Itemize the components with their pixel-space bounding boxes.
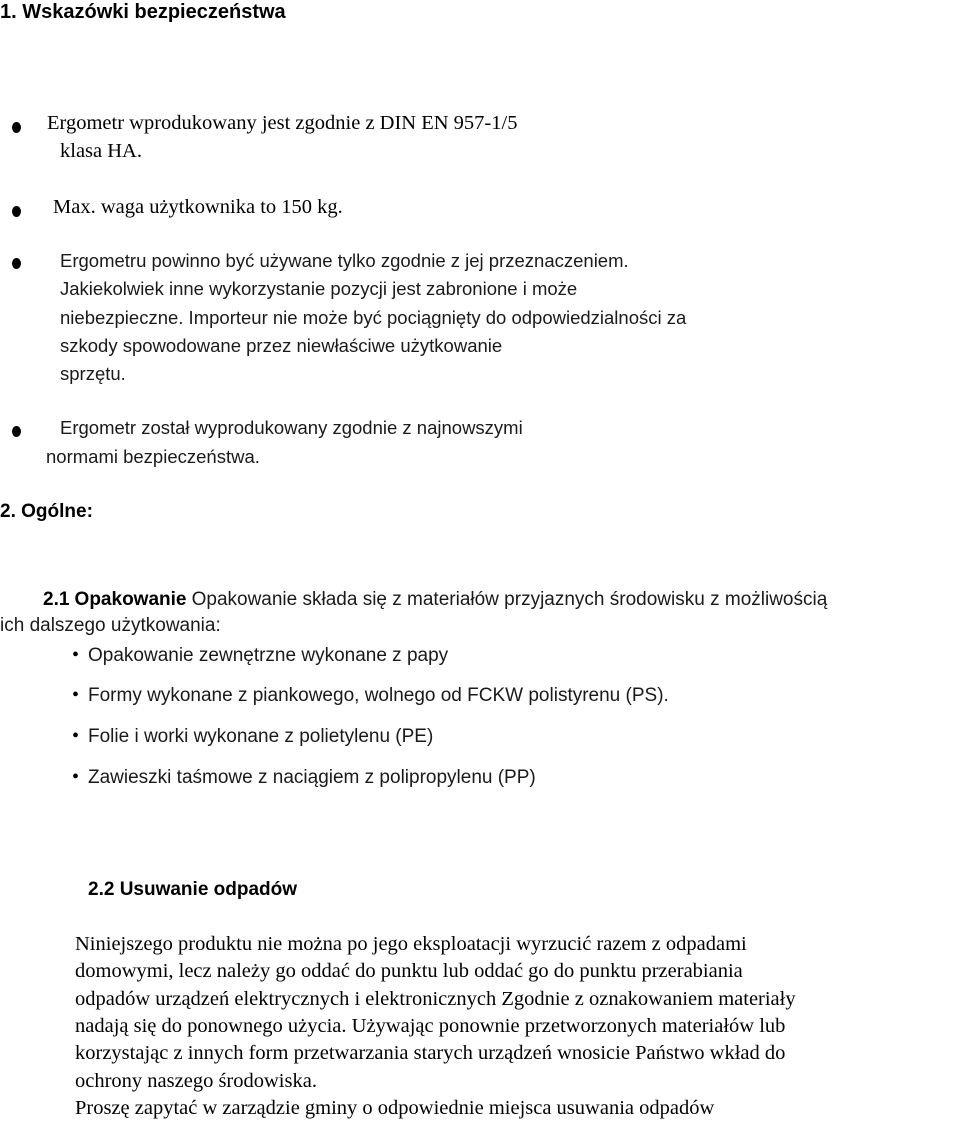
packaging-item-1: Opakowanie zewnętrzne wykonane z papy xyxy=(88,645,449,666)
bullet-icon xyxy=(12,206,21,217)
safety-item-3-line-4: szkody spowodowane przez niewłaściwe użytkowanie xyxy=(60,335,503,356)
subsection-number: 2.1 xyxy=(43,589,70,610)
packaging-item-3: Folie i worki wykonane z polietylenu (PE) xyxy=(88,726,434,747)
packaging-item-2: Formy wykonane z piankowego, wolnego od FCKW polistyrenu (PS). xyxy=(88,685,669,706)
safety-item-3-line-3: niebezpieczne. Importeur nie może być pociągnięty do odpowiedzialności za xyxy=(60,307,687,328)
disposal-line-2: domowymi, lecz należy go oddać do punktu lub oddać go do punktu przerabiania xyxy=(75,960,743,982)
bullet-icon: • xyxy=(72,766,80,788)
bullet-icon xyxy=(12,258,21,269)
disposal-line-3: odpadów urządzeń elektrycznych i elektronicznych Zgodnie z oznakowaniem materiały xyxy=(75,988,796,1010)
safety-item-4-line-1: Ergometr został wyprodukowany zgodnie z najnowszymi xyxy=(60,417,523,438)
packaging-intro-line-2: ich dalszego użytkowania: xyxy=(0,615,221,636)
bullet-icon: • xyxy=(72,644,80,666)
safety-item-3-line-1: Ergometru powinno być używane tylko zgodnie z jej przeznaczeniem. xyxy=(60,250,629,271)
safety-item-2-line-1: Max. waga użytkownika to 150 kg. xyxy=(53,196,343,218)
disposal-heading: 2.2 Usuwanie odpadów xyxy=(88,879,298,900)
packaging-intro-line-1 xyxy=(43,588,827,611)
section-2-title: 2. Ogólne: xyxy=(0,501,93,522)
bullet-icon xyxy=(12,122,21,133)
disposal-line-4: nadają się do ponownego użycia. Używając ponownie przetworzonych materiałów lub xyxy=(75,1015,786,1037)
safety-item-4-line-2: normami bezpieczeństwa. xyxy=(46,446,260,467)
safety-item-1-line-2: klasa HA. xyxy=(60,140,142,162)
safety-item-3-line-2: Jakiekolwiek inne wykorzystanie pozycji jest zabronione i może xyxy=(60,278,578,299)
packaging-intro-text: Opakowanie składa się z materiałów przyjaznych środowisku z możliwością xyxy=(191,589,828,610)
section-1-title: 1. Wskazówki bezpieczeństwa xyxy=(0,1,286,23)
packaging-item-4: Zawieszki taśmowe z naciągiem z polipropylenu (PP) xyxy=(88,767,536,788)
disposal-line-6: ochrony naszego środowiska. xyxy=(75,1070,317,1092)
bullet-icon: • xyxy=(72,725,80,747)
disposal-line-1: Niniejszego produktu nie można po jego eksploatacji wyrzucić razem z odpadami xyxy=(75,933,747,955)
bullet-icon: • xyxy=(72,684,80,706)
disposal-line-5: korzystając z innych form przetwarzania starych urządzeń wnosicie Państwo wkład do xyxy=(75,1042,786,1064)
safety-item-3-line-5: sprzętu. xyxy=(60,363,126,384)
disposal-last-line: Proszę zapytać w zarządzie gminy o odpowiednie miejsca usuwania odpadów xyxy=(75,1097,715,1119)
bullet-icon xyxy=(12,426,21,437)
subsection-heading: Opakowanie xyxy=(74,589,187,610)
safety-item-1-line-1: Ergometr wprodukowany jest zgodnie z DIN EN 957-1/5 xyxy=(47,112,518,134)
